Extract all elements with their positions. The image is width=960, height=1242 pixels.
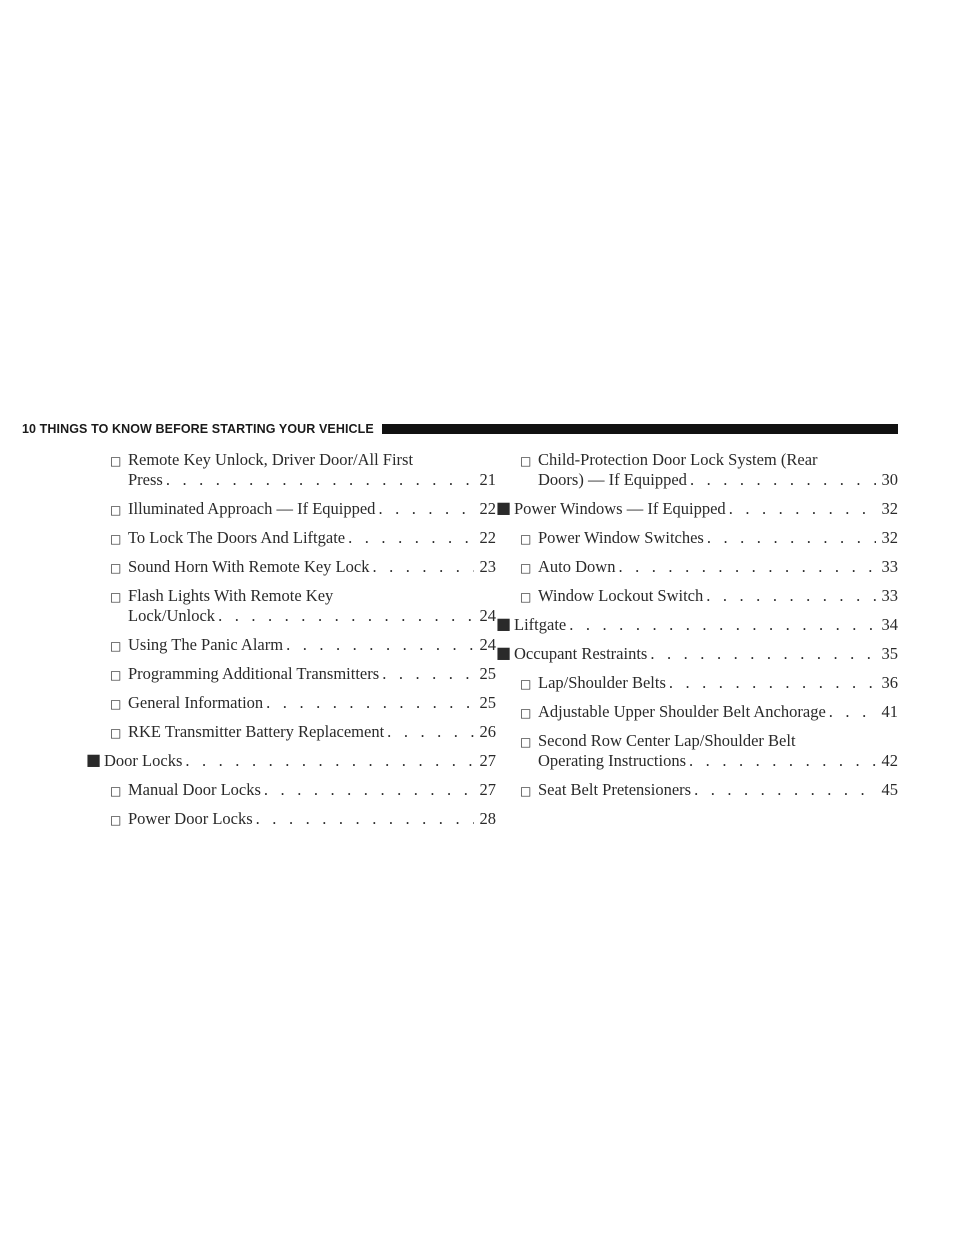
hollow-square-bullet-icon: □ bbox=[110, 726, 122, 740]
header-rule bbox=[382, 424, 898, 434]
toc-entry-title: To Lock The Doors And Liftgate bbox=[128, 528, 346, 547]
toc-entry-page: 26 bbox=[479, 722, 496, 741]
toc-entry-title: Manual Door Locks bbox=[128, 780, 261, 799]
toc-entry-page: 22 bbox=[479, 528, 496, 547]
toc-entry-page: 42 bbox=[881, 751, 898, 770]
toc-entry-page: 28 bbox=[479, 809, 496, 828]
hollow-square-bullet-icon: □ bbox=[110, 503, 122, 517]
toc-entry-page: 32 bbox=[881, 528, 898, 547]
toc-entry-liftgate[interactable] bbox=[496, 615, 898, 635]
toc-entry-occupant-restraints[interactable] bbox=[496, 644, 898, 664]
toc-entry-programming-transmitters[interactable] bbox=[110, 664, 496, 684]
dot-leader bbox=[256, 809, 474, 829]
toc-entry-page: 24 bbox=[479, 606, 496, 625]
toc-entry-page: 23 bbox=[479, 557, 496, 576]
hollow-square-bullet-icon: □ bbox=[110, 454, 122, 468]
toc-entry-title: RKE Transmitter Battery Replacement bbox=[128, 722, 385, 741]
toc-entry-general-information[interactable] bbox=[110, 693, 496, 713]
toc-entry-title: Sound Horn With Remote Key Lock bbox=[128, 557, 370, 576]
hollow-square-bullet-icon: □ bbox=[110, 784, 122, 798]
solid-square-bullet-icon: ■ bbox=[86, 750, 102, 769]
toc-entry-title: Press bbox=[128, 470, 163, 489]
dot-leader bbox=[650, 644, 876, 664]
toc-entry-page: 41 bbox=[881, 702, 898, 721]
toc-entry-title: Operating Instructions bbox=[538, 751, 687, 770]
toc-entry-title-line1: Remote Key Unlock, Driver Door/All First bbox=[128, 450, 414, 469]
solid-square-bullet-icon: ■ bbox=[496, 614, 512, 633]
toc-entry-sound-horn[interactable] bbox=[110, 557, 496, 577]
dot-leader bbox=[729, 499, 876, 519]
toc-entry-page: 24 bbox=[479, 635, 496, 654]
dot-leader bbox=[266, 693, 474, 713]
toc-entry-title: Liftgate bbox=[514, 615, 567, 634]
toc-entry-page: 27 bbox=[479, 751, 496, 770]
toc-entry-title: Illuminated Approach — If Equipped bbox=[128, 499, 376, 518]
toc-entry-auto-down[interactable] bbox=[520, 557, 898, 577]
toc-entry-title: Window Lockout Switch bbox=[538, 586, 704, 605]
toc-entry-page: 22 bbox=[479, 499, 496, 518]
hollow-square-bullet-icon: □ bbox=[110, 813, 122, 827]
hollow-square-bullet-icon: □ bbox=[520, 532, 532, 546]
hollow-square-bullet-icon: □ bbox=[520, 561, 532, 575]
dot-leader bbox=[707, 528, 876, 548]
dot-leader bbox=[286, 635, 474, 655]
toc-entry-battery-replacement[interactable] bbox=[110, 722, 496, 742]
toc-entry-lap-shoulder-belts[interactable] bbox=[520, 673, 898, 693]
toc-entry-title: Using The Panic Alarm bbox=[128, 635, 284, 654]
toc-entry-second-row-center-belt[interactable] bbox=[520, 731, 898, 771]
hollow-square-bullet-icon: □ bbox=[110, 668, 122, 682]
hollow-square-bullet-icon: □ bbox=[110, 639, 122, 653]
toc-entry-seat-belt-pretensioners[interactable] bbox=[520, 780, 898, 800]
dot-leader bbox=[264, 780, 474, 800]
dot-leader bbox=[166, 470, 474, 490]
toc-entry-title: Door Locks bbox=[104, 751, 183, 770]
toc-entry-illuminated-approach[interactable] bbox=[110, 499, 496, 519]
dot-leader bbox=[185, 751, 474, 771]
dot-leader bbox=[829, 702, 876, 722]
solid-square-bullet-icon: ■ bbox=[496, 643, 512, 662]
hollow-square-bullet-icon: □ bbox=[110, 590, 122, 604]
toc-entry-manual-door-locks[interactable] bbox=[110, 780, 496, 800]
toc-entry-page: 21 bbox=[479, 470, 496, 489]
dot-leader bbox=[218, 606, 474, 626]
toc-entry-page: 30 bbox=[881, 470, 898, 489]
toc-entry-title: Auto Down bbox=[538, 557, 616, 576]
toc-entry-title: Power Door Locks bbox=[128, 809, 253, 828]
solid-square-bullet-icon: ■ bbox=[496, 498, 512, 517]
toc-entry-page: 25 bbox=[479, 693, 496, 712]
dot-leader bbox=[689, 751, 876, 771]
dot-leader bbox=[378, 499, 474, 519]
toc-entry-page: 45 bbox=[881, 780, 898, 799]
page-header bbox=[22, 420, 898, 438]
dot-leader bbox=[387, 722, 474, 742]
toc-entry-page: 25 bbox=[479, 664, 496, 683]
toc-entry-page: 33 bbox=[881, 586, 898, 605]
toc-entry-page: 34 bbox=[881, 615, 898, 634]
toc-entry-power-window-switches[interactable] bbox=[520, 528, 898, 548]
toc-entry-title: Adjustable Upper Shoulder Belt Anchorage bbox=[538, 702, 826, 721]
hollow-square-bullet-icon: □ bbox=[520, 590, 532, 604]
toc-entry-title: Lock/Unlock bbox=[128, 606, 216, 625]
toc-entry-upper-belt-anchorage[interactable] bbox=[520, 702, 898, 722]
toc-right-column bbox=[496, 450, 898, 809]
page-header-title: 10 THINGS TO KNOW BEFORE STARTING YOUR VEHICLE bbox=[22, 422, 374, 436]
toc-entry-page: 32 bbox=[881, 499, 898, 518]
hollow-square-bullet-icon: □ bbox=[520, 735, 532, 749]
dot-leader bbox=[694, 780, 876, 800]
hollow-square-bullet-icon: □ bbox=[110, 697, 122, 711]
toc-entry-page: 27 bbox=[479, 780, 496, 799]
toc-entry-page: 33 bbox=[881, 557, 898, 576]
toc-entry-page: 36 bbox=[881, 673, 898, 692]
hollow-square-bullet-icon: □ bbox=[520, 706, 532, 720]
toc-entry-title-line1: Child-Protection Door Lock System (Rear bbox=[538, 450, 818, 469]
toc-entry-title: Power Window Switches bbox=[538, 528, 704, 547]
hollow-square-bullet-icon: □ bbox=[520, 454, 532, 468]
toc-entry-title-line1: Flash Lights With Remote Key bbox=[128, 586, 334, 605]
toc-entry-title: Lap/Shoulder Belts bbox=[538, 673, 666, 692]
toc-entry-window-lockout-switch[interactable] bbox=[520, 586, 898, 606]
dot-leader bbox=[372, 557, 474, 577]
dot-leader bbox=[618, 557, 876, 577]
dot-leader bbox=[382, 664, 474, 684]
toc-entry-power-windows[interactable] bbox=[496, 499, 898, 519]
toc-entry-flash-lights[interactable] bbox=[110, 586, 496, 626]
hollow-square-bullet-icon: □ bbox=[110, 532, 122, 546]
dot-leader bbox=[690, 470, 876, 490]
toc-entry-title: Doors) — If Equipped bbox=[538, 470, 687, 489]
hollow-square-bullet-icon: □ bbox=[110, 561, 122, 575]
toc-entry-lock-doors-liftgate[interactable] bbox=[110, 528, 496, 548]
toc-entry-door-locks[interactable] bbox=[86, 751, 496, 771]
toc-entry-child-protection-lock[interactable] bbox=[520, 450, 898, 490]
toc-entry-power-door-locks[interactable] bbox=[110, 809, 496, 829]
dot-leader bbox=[669, 673, 876, 693]
toc-entry-title: Occupant Restraints bbox=[514, 644, 648, 663]
toc-entry-title-line1: Second Row Center Lap/Shoulder Belt bbox=[538, 731, 796, 750]
toc-left-column bbox=[86, 450, 496, 838]
hollow-square-bullet-icon: □ bbox=[520, 784, 532, 798]
toc-entry-title: Programming Additional Transmitters bbox=[128, 664, 380, 683]
dot-leader bbox=[348, 528, 474, 548]
toc-entry-title: Seat Belt Pretensioners bbox=[538, 780, 692, 799]
toc-entry-panic-alarm[interactable] bbox=[110, 635, 496, 655]
hollow-square-bullet-icon: □ bbox=[520, 677, 532, 691]
dot-leader bbox=[569, 615, 876, 635]
toc-entry-remote-key-unlock[interactable] bbox=[110, 450, 496, 490]
toc-entry-title: Power Windows — If Equipped bbox=[514, 499, 726, 518]
toc-entry-page: 35 bbox=[881, 644, 898, 663]
dot-leader bbox=[706, 586, 876, 606]
toc-entry-title: General Information bbox=[128, 693, 264, 712]
